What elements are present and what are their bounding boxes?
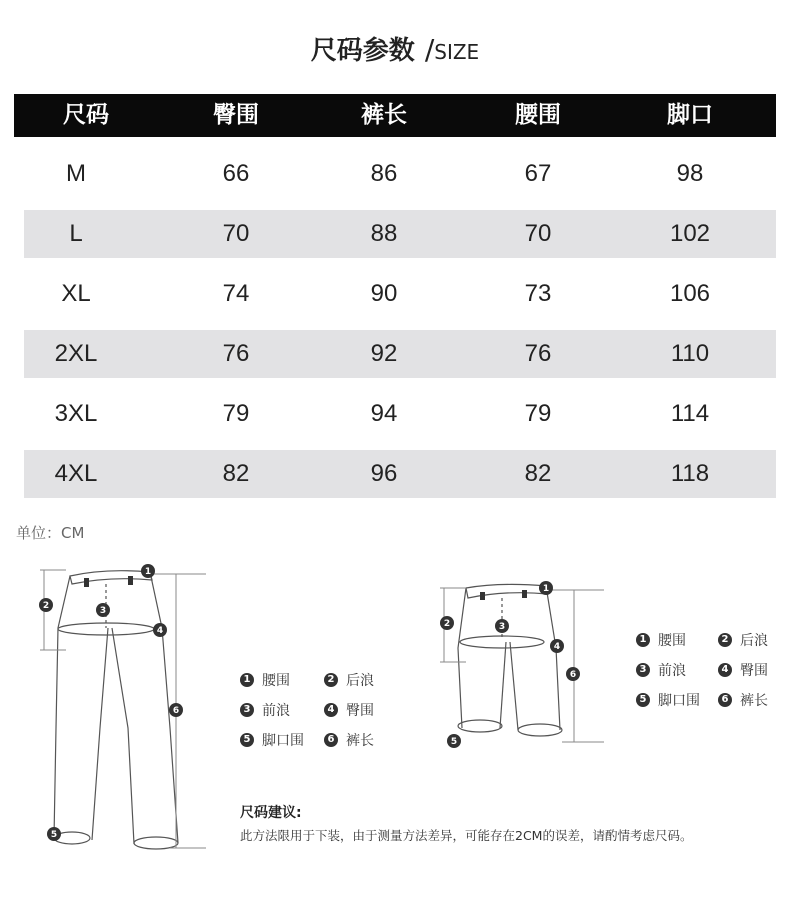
header-size: 尺码	[63, 102, 109, 128]
cell-waist: 82	[524, 460, 552, 487]
svg-text:3: 3	[498, 622, 506, 632]
number-5-icon: 5	[240, 733, 254, 747]
long-pants-diagram	[30, 558, 230, 858]
cell-hem: 110	[670, 340, 710, 367]
number-2-icon: 2	[324, 673, 338, 687]
table-row	[24, 210, 776, 258]
svg-text:6: 6	[172, 706, 180, 716]
title-chinese: 尺码参数	[310, 36, 415, 66]
cell-hip: 70	[222, 220, 250, 247]
shorts-diagram	[436, 578, 606, 753]
svg-text:6: 6	[569, 670, 577, 680]
cell-waist: 73	[524, 280, 552, 307]
table-row	[24, 270, 776, 318]
cell-hip: 79	[222, 400, 250, 427]
number-6-icon: 6	[718, 693, 732, 707]
advice-text: 此方法限用于下装，由于测量方法差异，可能存在2CM的误差，请酌情考虑尺码。	[240, 828, 693, 843]
svg-text:2: 2	[42, 601, 50, 611]
svg-text:1: 1	[144, 567, 152, 577]
header-hem: 脚口	[667, 102, 713, 128]
svg-text:1: 1	[542, 584, 550, 594]
cell-hip: 74	[222, 280, 250, 307]
cell-hem: 114	[670, 400, 710, 427]
legend-item: 4 臀围	[718, 660, 768, 680]
title-english: SIZE	[434, 40, 480, 64]
cell-waist: 76	[524, 340, 552, 367]
cell-size: 2XL	[54, 340, 98, 367]
cell-size: 4XL	[54, 460, 98, 487]
number-1-icon: 1	[636, 633, 650, 647]
cell-size: XL	[61, 280, 91, 307]
number-2-icon: 2	[718, 633, 732, 647]
number-6-icon: 6	[324, 733, 338, 747]
cell-hip: 82	[222, 460, 250, 487]
svg-text:2: 2	[443, 619, 451, 629]
cell-size: 3XL	[54, 400, 98, 427]
cell-size: M	[66, 160, 86, 187]
number-4-icon: 4	[324, 703, 338, 717]
cell-length: 86	[370, 160, 398, 187]
cell-size: L	[69, 220, 83, 247]
legend-item: 3 前浪	[636, 660, 686, 680]
cell-length: 92	[370, 340, 398, 367]
cell-hip: 66	[222, 160, 250, 187]
table-row	[24, 330, 776, 378]
legend-item: 4 臀围	[324, 700, 374, 720]
legend-item: 6 裤长	[718, 690, 768, 710]
legend-item: 5 脚口围	[240, 730, 304, 750]
cell-length: 90	[370, 280, 398, 307]
table-row	[24, 150, 776, 198]
number-5-icon: 5	[636, 693, 650, 707]
title-slash: /	[424, 33, 435, 66]
cell-hem: 102	[669, 220, 711, 247]
number-4-icon: 4	[718, 663, 732, 677]
legend-item: 6 裤长	[324, 730, 374, 750]
cell-waist: 79	[524, 400, 552, 427]
svg-text:5: 5	[450, 737, 458, 747]
cell-hem: 98	[676, 160, 704, 187]
page-title	[0, 30, 790, 67]
unit-label: 单位：CM	[16, 524, 85, 542]
svg-text:5: 5	[50, 830, 58, 840]
svg-text:3: 3	[99, 606, 107, 616]
svg-text:4: 4	[553, 642, 561, 652]
header-length: 裤长	[361, 102, 407, 128]
legend-item: 1 腰围	[636, 630, 686, 650]
header-hip: 臀围	[213, 102, 259, 128]
cell-waist: 67	[524, 160, 552, 187]
number-3-icon: 3	[240, 703, 254, 717]
legend-item: 5 脚口围	[636, 690, 700, 710]
cell-length: 94	[370, 400, 398, 427]
legend-item: 3 前浪	[240, 700, 290, 720]
cell-length: 96	[370, 460, 398, 487]
legend-item: 1 腰围	[240, 670, 290, 690]
number-1-icon: 1	[240, 673, 254, 687]
table-row	[24, 390, 776, 438]
table-header	[14, 94, 776, 137]
advice-title: 尺码建议:	[240, 805, 302, 821]
cell-hip: 76	[222, 340, 250, 367]
header-waist: 腰围	[515, 102, 561, 128]
cell-length: 88	[370, 220, 398, 247]
table-row	[24, 450, 776, 498]
svg-text:4: 4	[156, 626, 164, 636]
number-3-icon: 3	[636, 663, 650, 677]
legend-item: 2 后浪	[718, 630, 768, 650]
cell-hem: 118	[670, 460, 710, 487]
legend-item: 2 后浪	[324, 670, 374, 690]
cell-hem: 106	[669, 280, 711, 307]
cell-waist: 70	[524, 220, 552, 247]
